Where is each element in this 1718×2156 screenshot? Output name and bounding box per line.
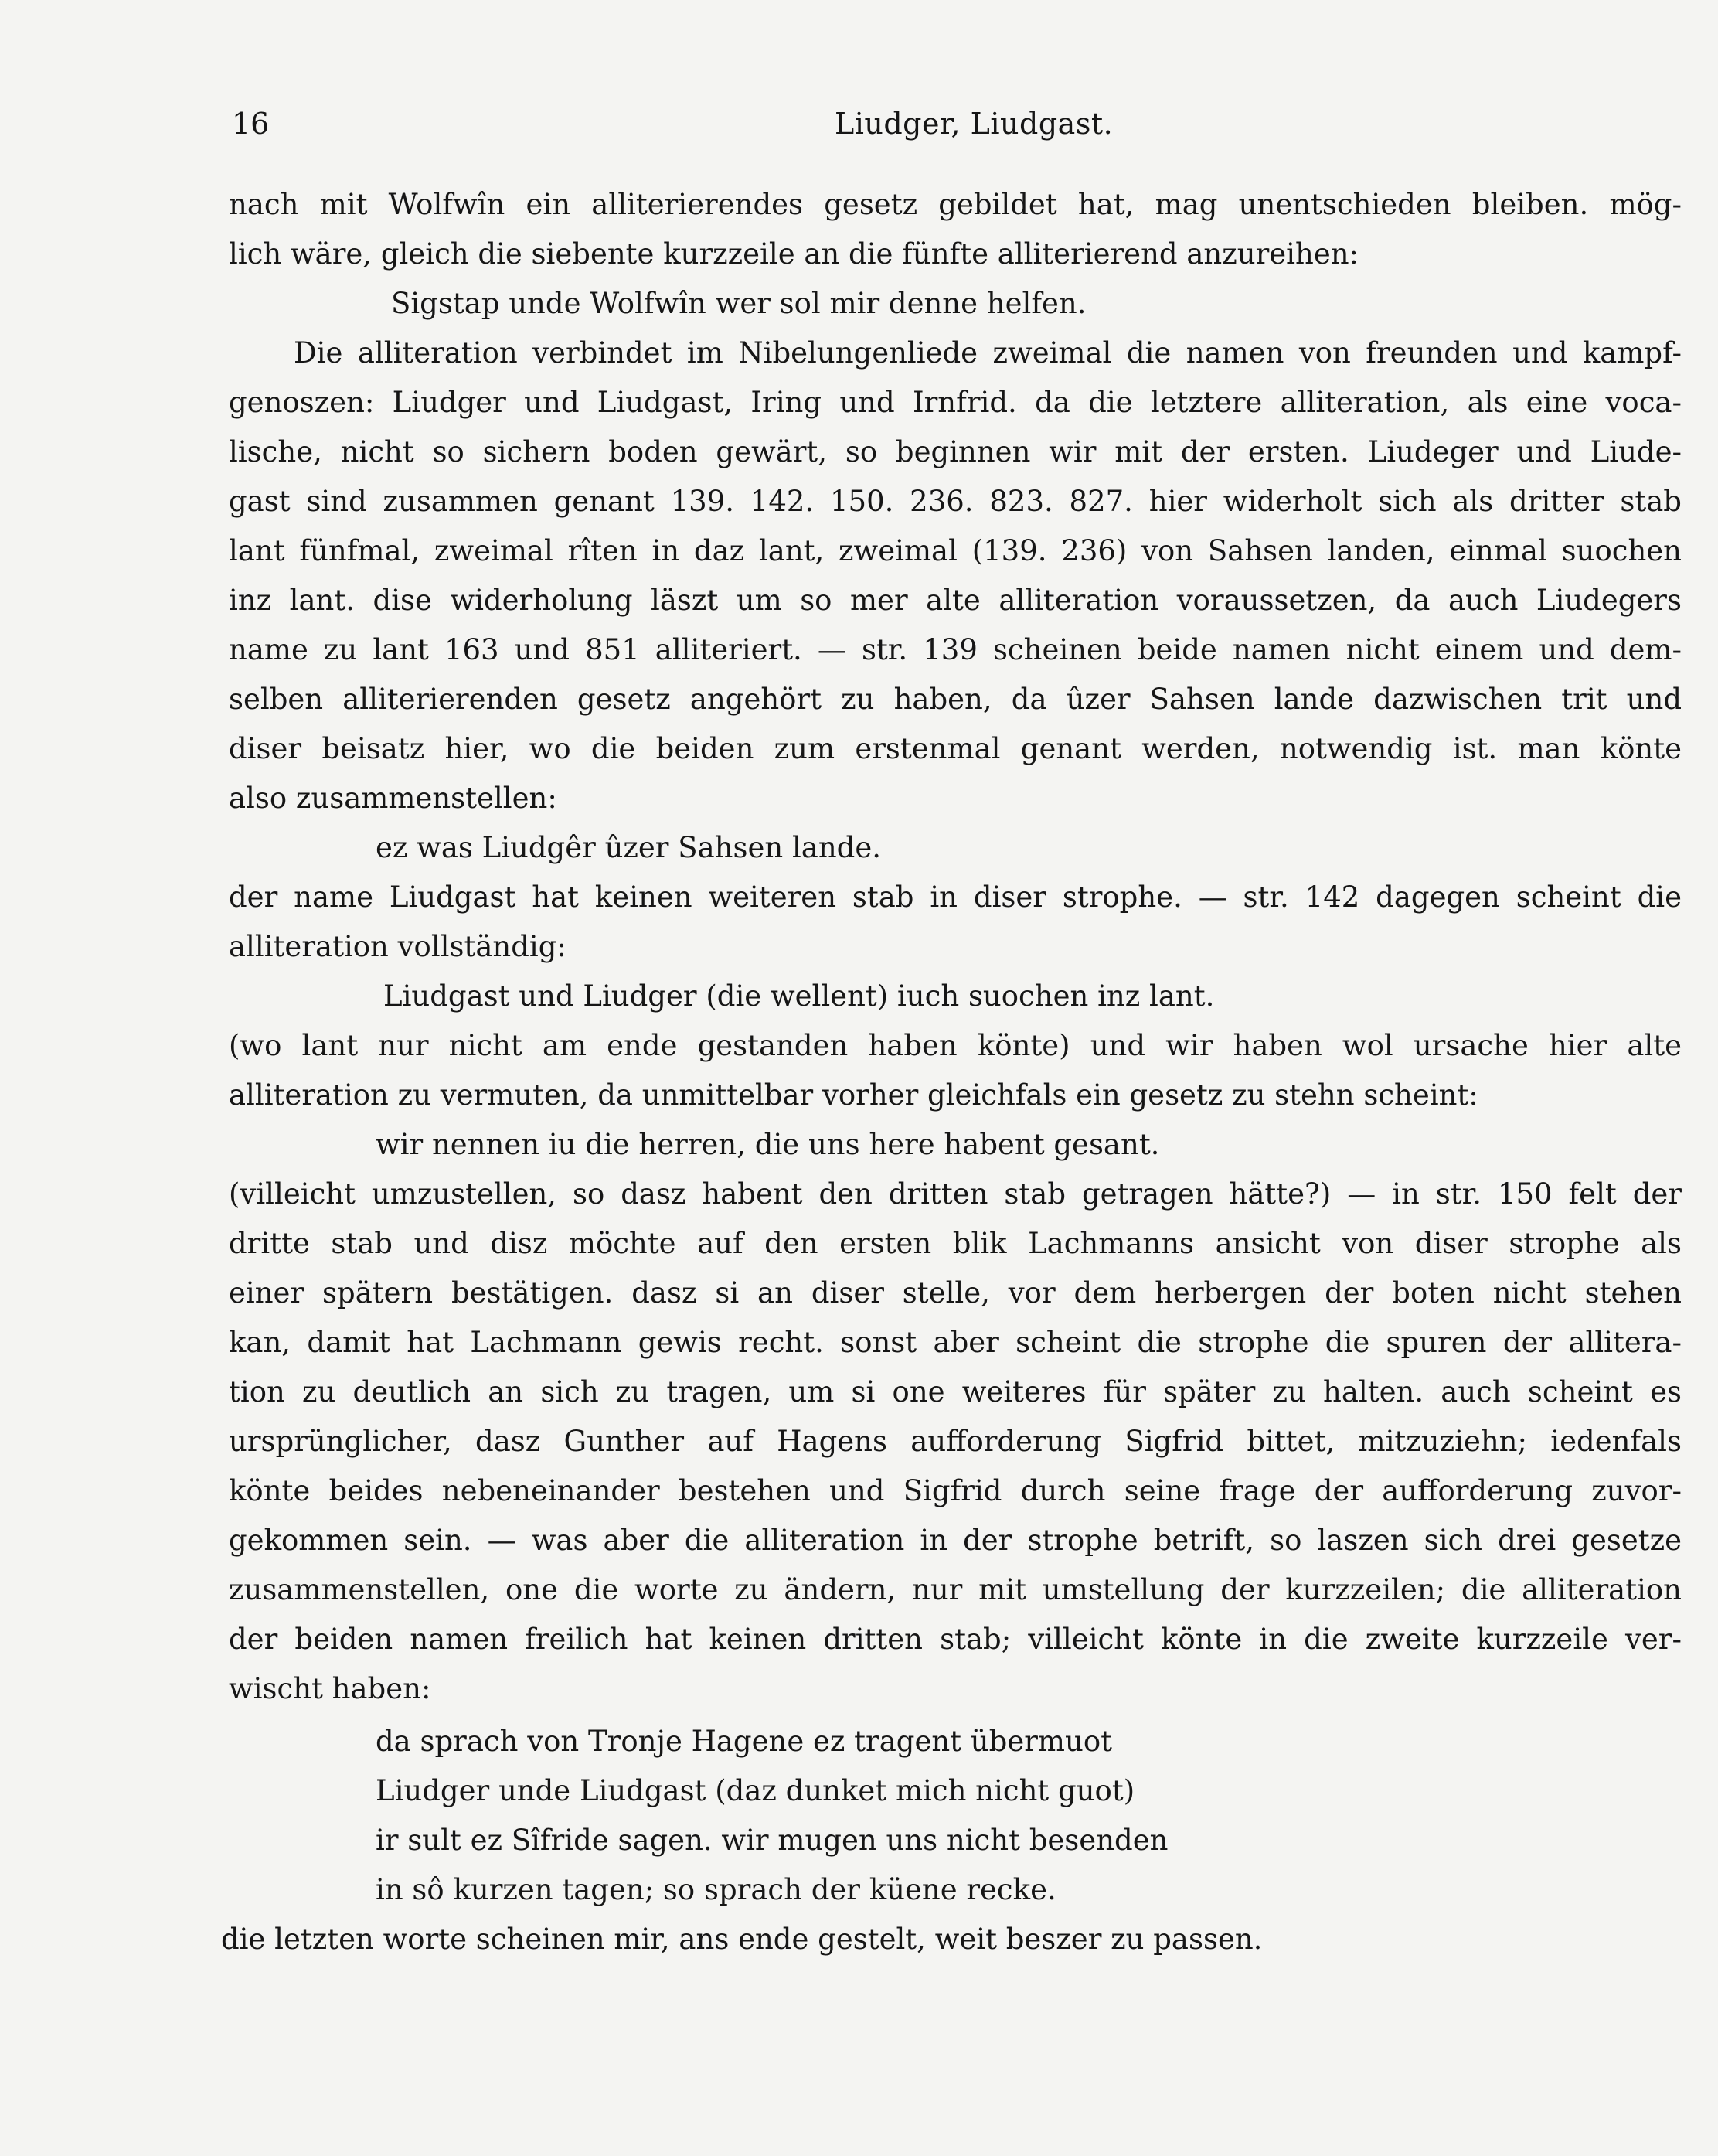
text-line: (villeicht umzustellen, so dasz habent den dritten stab getragen hätte?) — in str. 150 felt der <box>229 1177 1682 1211</box>
text-line: Die alliteration verbindet im Nibelungenliede zweimal die namen von freunden und kampf- <box>294 336 1682 370</box>
verse-line: in sô kurzen tagen; so sprach der küene recke. <box>376 1873 1056 1906</box>
text-line: alliteration zu vermuten, da unmittelbar vorher gleichfals ein gesetz zu stehn scheint: <box>229 1078 1478 1112</box>
text-line: also zusammenstellen: <box>229 782 557 815</box>
page-header <box>232 107 1638 153</box>
text-line: gast sind zusammen genant 139. 142. 150. 236. 823. 827. hier widerholt sich als dritter stab <box>229 485 1682 518</box>
text-line: (wo lant nur nicht am ende gestanden haben könte) und wir haben wol ursache hier alte <box>229 1029 1682 1062</box>
verse-line: Liudger unde Liudgast (daz dunket mich nicht guot) <box>376 1774 1135 1807</box>
text-line: wischt haben: <box>229 1672 431 1705</box>
text-line: gekommen sein. — was aber die alliteration in der strophe betrift, so laszen sich drei gesetze <box>229 1524 1682 1557</box>
text-line: alliteration vollständig: <box>229 930 566 963</box>
verse-line: Liudgast und Liudger (die wellent) iuch suochen inz lant. <box>383 979 1215 1013</box>
text-line: der beiden namen freilich hat keinen dritten stab; villeicht könte in die zweite kurzzeile ver- <box>229 1623 1682 1656</box>
verse-line: da sprach von Tronje Hagene ez tragent übermuot <box>376 1725 1112 1758</box>
text-line: kan, damit hat Lachmann gewis recht. sonst aber scheint die strophe die spuren der allitera- <box>229 1326 1682 1359</box>
text-line: name zu lant 163 und 851 alliteriert. — str. 139 scheinen beide namen nicht einem und dem- <box>229 633 1682 666</box>
text-line: die letzten worte scheinen mir, ans ende gestelt, weit beszer zu passen. <box>221 1923 1263 1956</box>
verse-line: Sigstap unde Wolfwîn wer sol mir denne helfen. <box>391 287 1087 320</box>
text-line: einer spätern bestätigen. dasz si an diser stelle, vor dem herbergen der boten nicht stehen <box>229 1276 1682 1310</box>
text-line: nach mit Wolfwîn ein alliterierendes gesetz gebildet hat, mag unentschieden bleiben. mög- <box>229 188 1682 221</box>
text-line: ursprünglicher, dasz Gunther auf Hagens aufforderung Sigfrid bittet, mitzuziehn; iedenfals <box>229 1425 1682 1458</box>
page-number: 16 <box>232 107 270 141</box>
text-line: diser beisatz hier, wo die beiden zum erstenmal genant werden, notwendig ist. man könte <box>229 732 1682 765</box>
verse-line: ez was Liudgêr ûzer Sahsen lande. <box>376 831 882 864</box>
text-line: lische, nicht so sichern boden gewärt, so beginnen wir mit der ersten. Liudeger und Liude- <box>229 435 1682 468</box>
text-line: zusammenstellen, one die worte zu ändern, nur mit umstellung der kurzzeilen; die alliteration <box>229 1573 1682 1606</box>
verse-line: ir sult ez Sîfride sagen. wir mugen uns nicht besenden <box>376 1824 1169 1857</box>
text-line: der name Liudgast hat keinen weiteren stab in diser strophe. — str. 142 dagegen scheint die <box>229 880 1682 914</box>
text-line: selben alliterierenden gesetz angehört zu haben, da ûzer Sahsen lande dazwischen trit und <box>229 683 1682 716</box>
verse-line: wir nennen iu die herren, die uns here habent gesant. <box>376 1128 1160 1161</box>
text-line: genoszen: Liudger und Liudgast, Iring und Irnfrid. da die letztere alliteration, als eine voca- <box>229 386 1682 419</box>
running-title: Liudger, Liudgast. <box>835 107 1114 141</box>
text-line: dritte stab und disz möchte auf den ersten blik Lachmanns ansicht von diser strophe als <box>229 1227 1682 1260</box>
text-line: lant fünfmal, zweimal rîten in daz lant, zweimal (139. 236) von Sahsen landen, einmal suochen <box>229 534 1682 567</box>
text-line: könte beides nebeneinander bestehen und Sigfrid durch seine frage der aufforderung zuvor- <box>229 1474 1682 1507</box>
text-line: inz lant. dise widerholung läszt um so mer alte alliteration voraussetzen, da auch Liudegers <box>229 584 1682 617</box>
text-line: tion zu deutlich an sich zu tragen, um si one weiteres für später zu halten. auch scheint es <box>229 1375 1682 1408</box>
text-line: lich wäre, gleich die siebente kurzzeile an die fünfte alliterierend anzureihen: <box>229 237 1359 271</box>
